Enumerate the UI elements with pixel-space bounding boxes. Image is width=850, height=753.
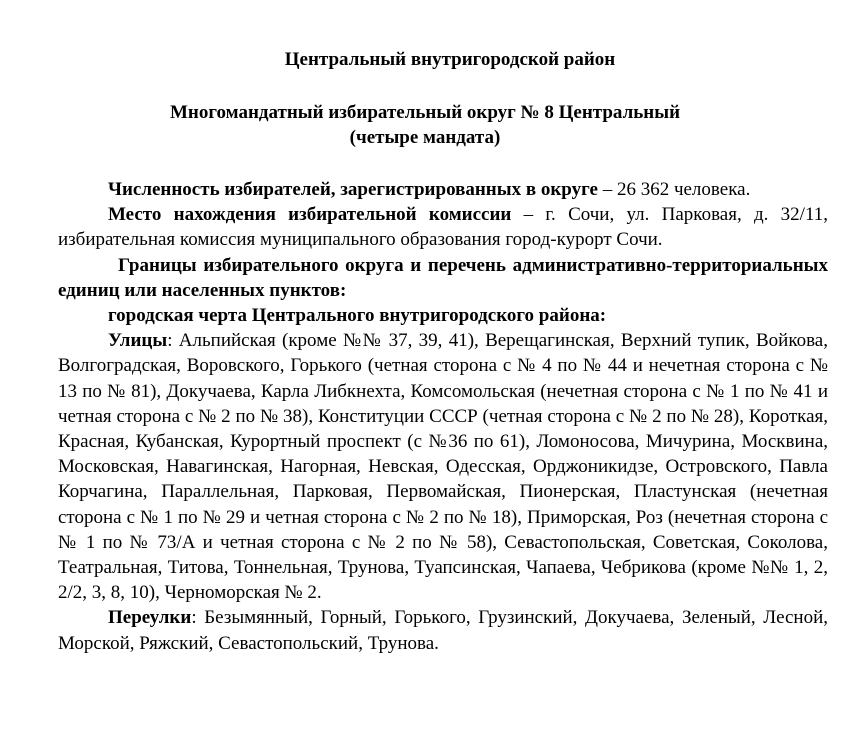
document-body — [58, 177, 828, 656]
mandates-count: (четыре мандата) — [349, 127, 501, 148]
voters-paragraph — [58, 177, 828, 202]
commission-value: – г. Сочи, ул. Парковая, д. 32/11, избирательная комиссия муниципального образования город-курорт Сочи. — [58, 204, 828, 251]
lanes-label: Переулки — [108, 607, 192, 629]
lanes-value: : Безымянный, Горный, Горького, Грузинский, Докучаева, Зеленый, Лесной, Морской, Ряжский, Севастопольский, Трунова. — [58, 607, 828, 654]
commission-paragraph — [58, 202, 828, 252]
district-title: Центральный внутригородской район — [284, 49, 616, 70]
voters-label: Численность избирателей, зарегистрированных в округе — [108, 179, 598, 200]
streets-value: : Альпийская (кроме №№ 37, 39, 41), Верещагинская, Верхний тупик, Войкова, Волгоградская, Воровского, Горького (четная сторона с № 4 по № 44 и нечетная сторона с № 13 по № 81), Докучаева, Карла Либкнехта, Комсомольская (нечетная сторона с № 1 по № 41 и четная сторона с № 2 по № 38), Конституции СССР (четная сторона с № 2 по № 28), Короткая, Красная, Кубанская, Курортный проспект (с №36 по 61), Ломоносова, Мичурина, Москвина, Московская, Навагинская, Нагорная, Невская, Одесская, Орджоникидзе, Островского, Павла Корчагина, Параллельная, Парковая, Первомайская, Пионерская, Пластунская (нечетная сторона с № 1 по № 29 и четная сторона с № 2 по № 18), Приморская, Роз (нечетная сторона с № 1 по № 73/А и четная сторона с № 2 по № 58), Севастопольская, Советская, Соколова, Театральная, Титова, Тоннельная, Трунова, Туапсинская, Чапаева, Чебрикова (кроме №№ 1, 2, 2/2, 3, 8, 10), Черноморская № 2. — [58, 330, 828, 604]
okrug-title: Многомандатный избирательный округ № 8 Центральный — [169, 102, 681, 123]
city-line: городская черта Центрального внутригородского района: — [108, 305, 607, 327]
lanes-paragraph — [58, 605, 828, 655]
streets-label: Улицы — [108, 330, 168, 352]
borders-paragraph — [58, 253, 828, 303]
streets-paragraph — [58, 328, 828, 605]
borders-label: Границы избирательного округа и перечень административно-территориальных единиц или населенных пунктов: — [58, 254, 828, 301]
city-line-paragraph — [58, 303, 828, 328]
voters-value: – 26 362 человека. — [597, 179, 751, 200]
commission-label: Место нахождения избирательной комиссии — [108, 204, 512, 226]
